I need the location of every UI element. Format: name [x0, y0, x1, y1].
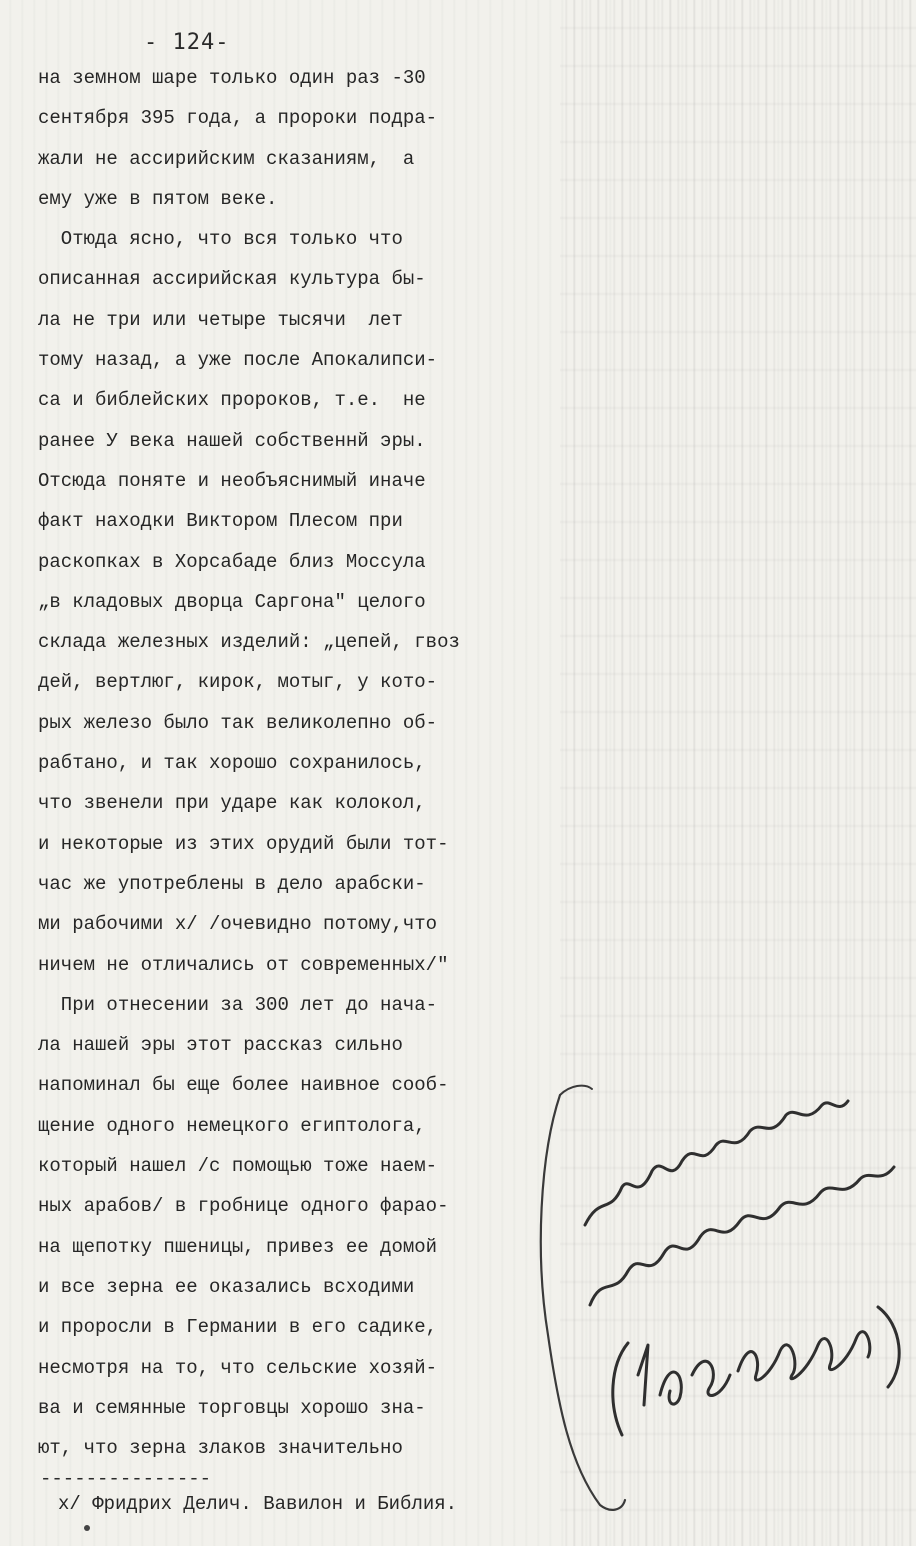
text-line: и все зерна ее оказались всходими [38, 1275, 415, 1298]
text-line: ничем не отличались от современных/" [38, 953, 449, 976]
text-line: несмотря на то, что сельские хозяй- [38, 1356, 438, 1379]
text-line: час же употреблены в дело арабски- [38, 872, 426, 895]
footnote-separator: --------------- [40, 1468, 212, 1490]
text-line: ми рабочими x/ /очевидно потому,что [38, 913, 438, 936]
text-line: ют, что зерна злаков значительно [38, 1437, 403, 1460]
text-line: раскопках в Хорсабаде близ Моссула [38, 550, 426, 573]
text-line: факт находки Виктором Плесом при [38, 510, 403, 533]
text-line: тому назад, а уже после Апокалипси- [38, 349, 438, 372]
ink-dot [84, 1525, 90, 1531]
typed-text-body [38, 58, 518, 1468]
text-line: Отюда ясно, что вся только что [38, 228, 403, 251]
text-line: ла не три или четыре тысячи лет [38, 308, 403, 331]
text-line: который нашел /с помощью тоже наем- [38, 1155, 438, 1178]
text-line: дей, вертлюг, кирок, мотыг, у кото- [38, 671, 438, 694]
text-line: При отнесении за 300 лет до нача- [38, 993, 438, 1016]
text-line: са и библейских пророков, т.е. не [38, 389, 426, 412]
text-line: на щепотку пшеницы, привез ее домой [38, 1235, 438, 1258]
text-line: „в кладовых дворца Саргона" целого [38, 590, 426, 613]
footnote: x/ Фридрих Делич. Вавилон и Библия. [58, 1493, 458, 1515]
text-line: описанная ассирийская культура бы- [38, 268, 426, 291]
text-line: и проросли в Германии в его садике, [38, 1316, 438, 1339]
text-line: напоминал бы еще более наивное сооб- [38, 1074, 449, 1097]
text-line: ных арабов/ в гробнице одного фарао- [38, 1195, 449, 1218]
text-line: ранее У века нашей собственнй эры. [38, 429, 426, 452]
text-line: сентября 395 года, а пророки подра- [38, 107, 438, 130]
text-line: на земном шаре только один раз -30 [38, 67, 426, 89]
text-line: ла нашей эры этот рассказ сильно [38, 1034, 403, 1057]
text-line: склада железных изделий: „цепей, гвоз [38, 631, 460, 654]
text-line: ему уже в пятом веке. [38, 187, 278, 210]
page-number: - 124- [144, 30, 230, 55]
text-line: и некоторые из этих орудий были тот- [38, 832, 449, 855]
text-line: что звенели при ударе как колокол, [38, 792, 426, 815]
text-line: щение одного немецкого египтолога, [38, 1114, 426, 1137]
text-line: жали не ассирийским сказаниям, а [38, 147, 415, 170]
text-line: рабтано, и так хорошо сохранилось, [38, 752, 426, 775]
handwritten-margin-note [530, 1075, 916, 1515]
text-line: Отсюда понятe и необъяснимый иначе [38, 469, 426, 492]
text-line: рых железо было так великолепно об- [38, 711, 438, 734]
text-line: ва и семянные торговцы хорошо зна- [38, 1396, 426, 1419]
